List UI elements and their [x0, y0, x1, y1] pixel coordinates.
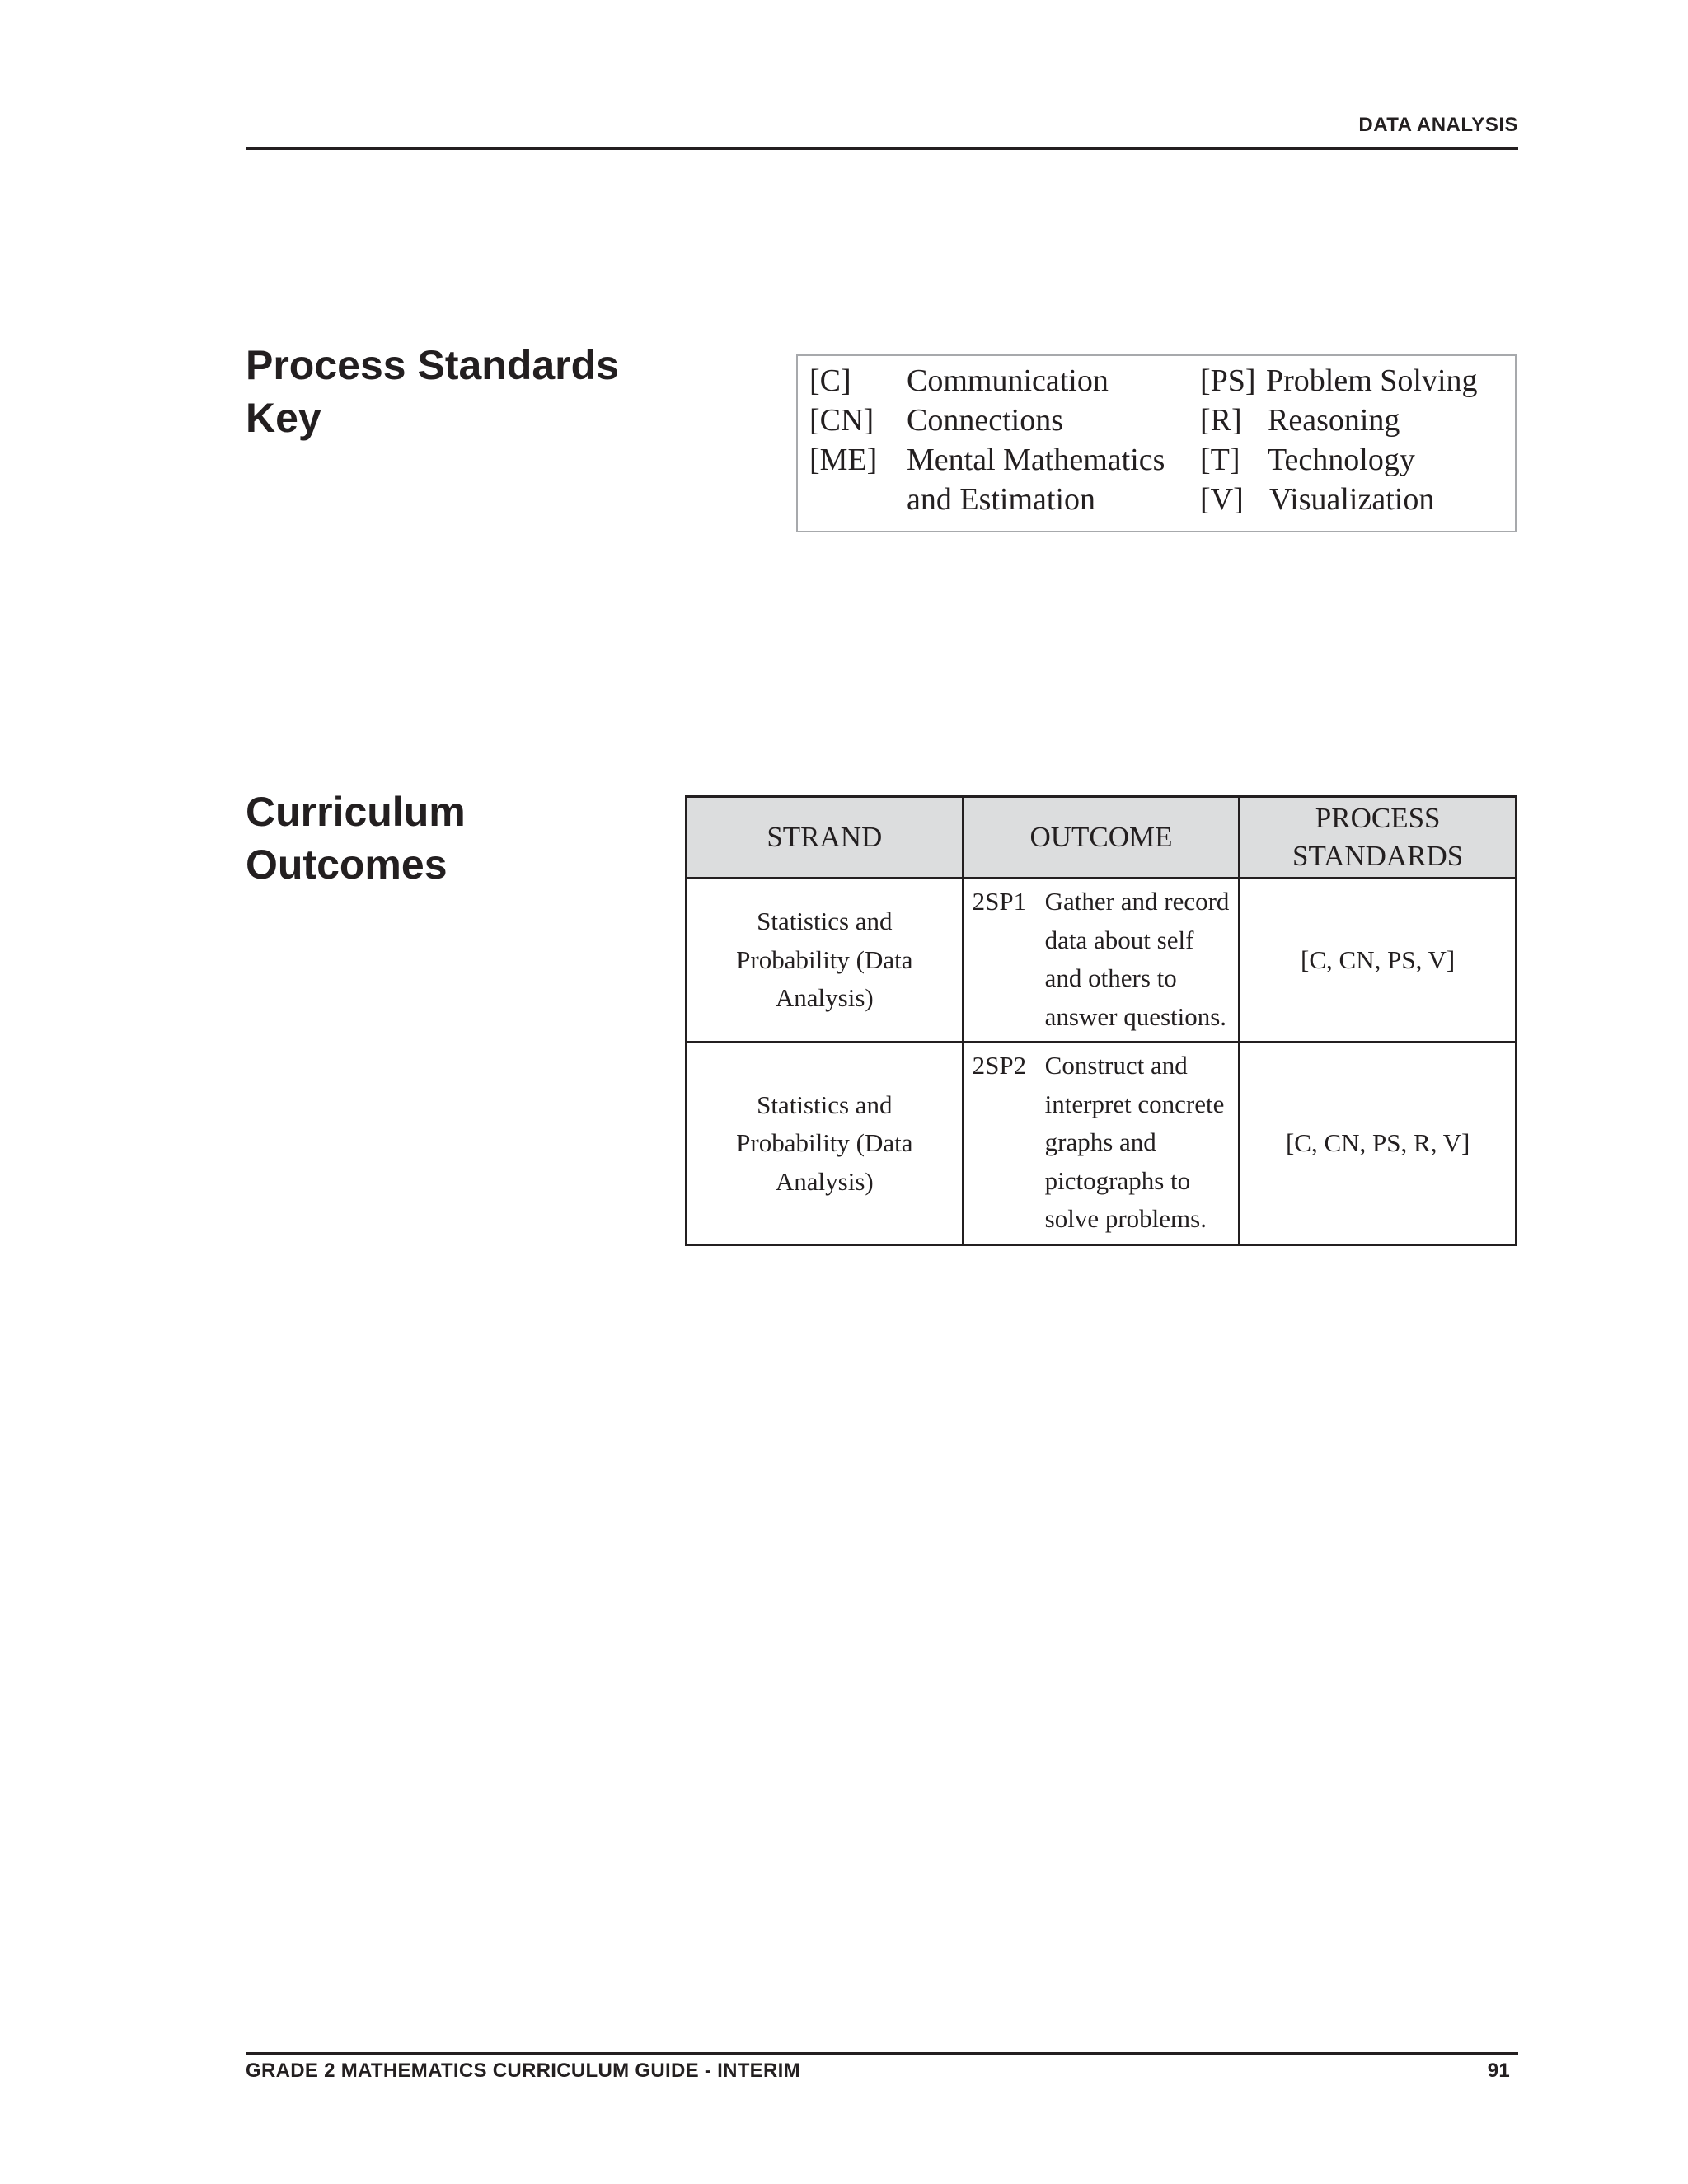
- column-header-process-standards: [1240, 797, 1517, 879]
- outcome-code: 2SP1: [972, 887, 1027, 916]
- process-standards-heading: [246, 339, 619, 444]
- key-label: Connections: [907, 403, 1063, 438]
- key-code: [R]: [1200, 403, 1242, 438]
- curriculum-outcomes-heading-line1: Curriculum: [246, 789, 466, 835]
- curriculum-outcomes-heading-line2: Outcomes: [246, 841, 448, 888]
- outcome-cell: [963, 879, 1240, 1043]
- outcome-line: pictographs to: [1044, 1165, 1191, 1195]
- outcome-cell: [963, 1043, 1240, 1245]
- key-label: Reasoning: [1268, 403, 1400, 438]
- curriculum-outcomes-table: [685, 795, 1517, 1246]
- column-header-outcome: OUTCOME: [963, 797, 1240, 879]
- process-standards-heading-line2: Key: [246, 395, 321, 441]
- strand-line: Analysis): [775, 1166, 874, 1196]
- key-label: Mental Mathematics: [907, 443, 1165, 477]
- section-label: DATA ANALYSIS: [1358, 114, 1518, 136]
- process-standards-cell: [C, CN, PS, R, V]: [1240, 1043, 1517, 1245]
- outcome-line: Construct and: [1044, 1051, 1188, 1080]
- outcome-code: 2SP2: [972, 1051, 1027, 1080]
- table-row: [687, 879, 1517, 1043]
- footer-title: GRADE 2 MATHEMATICS CURRICULUM GUIDE - INTERIM: [246, 2060, 800, 2082]
- process-header-line2: STANDARDS: [1292, 840, 1464, 872]
- outcome-line: Gather and record: [1044, 887, 1230, 916]
- key-code: [ME]: [809, 443, 878, 477]
- process-header-line1: PROCESS: [1315, 802, 1441, 834]
- key-code: [V]: [1200, 482, 1244, 517]
- strand-line: Statistics and: [757, 907, 893, 936]
- outcome-line: interpret concrete: [1044, 1089, 1225, 1118]
- process-standards-cell: [C, CN, PS, V]: [1240, 879, 1517, 1043]
- key-label: and Estimation: [907, 482, 1096, 517]
- curriculum-outcomes-heading: [246, 785, 466, 891]
- key-code: [T]: [1200, 443, 1240, 477]
- table-row: [687, 1043, 1517, 1245]
- strand-cell: [687, 879, 964, 1043]
- process-standards-heading-line1: Process Standards: [246, 342, 619, 388]
- outcome-line: solve problems.: [1044, 1204, 1207, 1233]
- running-footer: [246, 2052, 1518, 2082]
- running-header: [246, 114, 1518, 150]
- key-label: Visualization: [1269, 482, 1435, 517]
- outcome-line: data about self: [1044, 925, 1194, 954]
- outcome-line: graphs and: [1044, 1127, 1156, 1156]
- outcome-line: and others to: [1044, 963, 1177, 992]
- strand-line: Probability (Data: [736, 944, 913, 974]
- column-header-strand: STRAND: [687, 797, 964, 879]
- process-standards-key: [796, 354, 1517, 532]
- key-label: Problem Solving: [1266, 363, 1478, 398]
- key-label: Technology: [1268, 443, 1415, 477]
- key-code: [PS]: [1200, 363, 1256, 398]
- page-number: 91: [1487, 2060, 1510, 2082]
- table-header-row: [687, 797, 1517, 879]
- strand-cell: [687, 1043, 964, 1245]
- strand-line: Analysis): [775, 983, 874, 1013]
- key-label: Communication: [907, 363, 1109, 398]
- key-code: [CN]: [809, 403, 874, 438]
- strand-line: Statistics and: [757, 1090, 893, 1119]
- key-code: [C]: [809, 363, 851, 398]
- strand-line: Probability (Data: [736, 1128, 913, 1157]
- outcome-line: answer questions.: [1044, 1001, 1227, 1031]
